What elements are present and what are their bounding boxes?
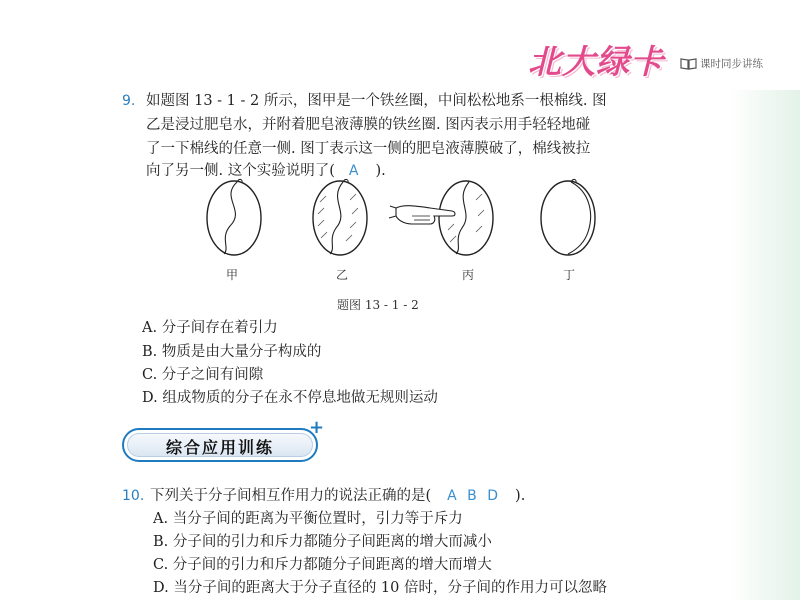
background-wash <box>730 90 800 600</box>
option-d: D. 当分子间的距离大于分子直径的 10 倍时，分子间的作用力可以忽略 <box>153 580 607 596</box>
option-c: C. 分子之间有间隙 <box>142 367 264 383</box>
plus-icon: + <box>309 417 325 438</box>
option-c: C. 分子间的引力和斥力都随分子间距离的增大而增大 <box>153 557 492 573</box>
hand-icon <box>389 206 455 224</box>
section-badge <box>122 417 325 466</box>
option-a: A. 分子间存在着引力 <box>142 320 278 336</box>
figure-13-1-2 <box>190 178 610 268</box>
question-text: 向了另一侧. 这个实验说明了( <box>146 163 335 179</box>
brand-logo: 北大绿卡 <box>528 42 664 81</box>
question-text: 下列关于分子间相互作用力的说法正确的是( <box>150 488 432 504</box>
section-title: 综合应用训练 <box>165 438 274 457</box>
option-b: B. 物质是由大量分子构成的 <box>142 344 322 360</box>
figure-label-yi: 乙 <box>336 268 349 282</box>
figure-label-jia: 甲 <box>226 268 239 282</box>
book-icon <box>680 57 697 70</box>
ring-bing <box>439 181 493 255</box>
figure-caption: 题图 13 - 1 - 2 <box>337 298 419 312</box>
ring-jia <box>207 179 261 255</box>
option-d: D. 组成物质的分子在永不停息地做无规则运动 <box>142 390 438 406</box>
question-text-line: 了一下棉线的任意一侧. 图丁表示这一侧的肥皂液薄膜破了，棉线被拉 <box>146 141 591 157</box>
option-b: B. 分子间的引力和斥力都随分子间距离的增大而减小 <box>153 534 492 550</box>
brand-header <box>528 36 778 82</box>
ring-ding <box>541 179 595 255</box>
question-text-line <box>150 486 525 506</box>
question-number: 9. <box>122 93 136 109</box>
brand-subtitle: 课时同步讲练 <box>700 58 763 70</box>
figure-label-bing: 丙 <box>462 268 475 282</box>
figure-label-ding: 丁 <box>563 268 576 282</box>
ring-yi <box>313 179 367 255</box>
question-text: ). <box>515 488 526 504</box>
question-text-line: 如题图 13 - 1 - 2 所示，图甲是一个铁丝圈，中间松松地系一根棉线. 图 <box>146 93 607 109</box>
question-number: 10. <box>122 488 145 504</box>
answer-mark: A B D <box>447 488 502 504</box>
question-text-line: 乙是浸过肥皂水，并附着肥皂液薄膜的铁丝圈. 图丙表示用手轻轻地碰 <box>146 117 591 133</box>
answer-mark: A <box>348 163 362 179</box>
option-a: A. 当分子间的距离为平衡位置时，引力等于斥力 <box>153 511 463 527</box>
question-text: ). <box>375 163 386 179</box>
